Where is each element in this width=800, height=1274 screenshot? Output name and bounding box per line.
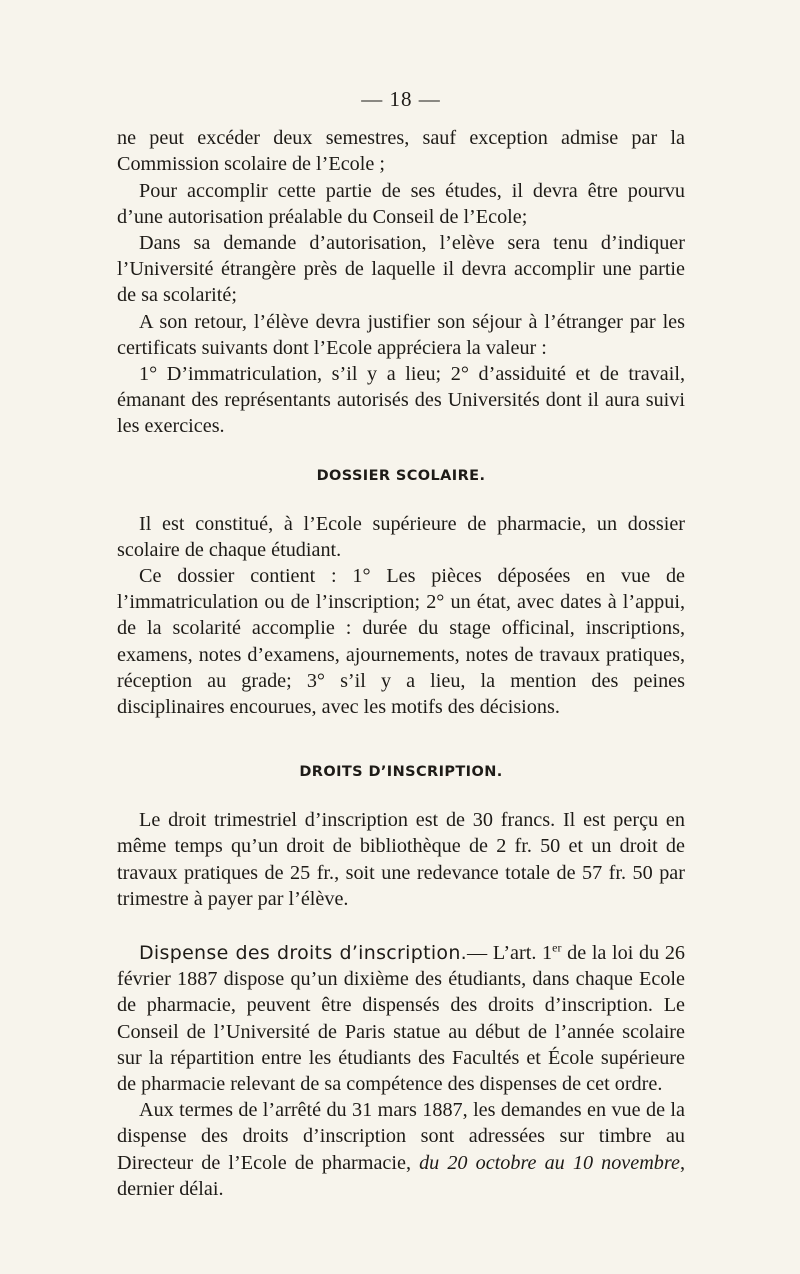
paragraph-request: Dans sa demande d’autorisation, l’elève sera tenu d’indiquer l’Université étrangère près de laquelle il devra accomplir une partie de sa scolarité; <box>117 231 685 307</box>
paragraph-dispense <box>117 940 685 1097</box>
paragraph-return: A son retour, l’élève devra justifier son séjour à l’étranger par les certificats suivants dont l’Ecole appréciera la valeur : <box>117 310 685 359</box>
dispense-art-number: 1 <box>542 941 553 964</box>
paragraph-certificates: 1° D’immatriculation, s’il y a lieu; 2° d’assiduité et de travail, émanant des représentants autorisés des Universités dont il aura suivi les exercices. <box>117 362 685 438</box>
arrete-date-range: du 20 octobre au 10 novembre <box>419 1151 680 1174</box>
page-number: — 18 — <box>361 87 441 111</box>
paragraph-droits: Le droit trimestriel d’inscription est de 30 francs. Il est perçu en même temps qu’un droit de bibliothèque de 2 fr. 50 et un droit de travaux pratiques de 25 fr., soit une redevance totale de 57 fr. 50 par trimestre à payer par l’élève. <box>117 809 685 910</box>
page <box>117 88 685 1202</box>
dispense-runin-heading: Dispense des droits d’inscription. <box>139 941 468 964</box>
paragraph-continuation: ne peut excéder deux semestres, sauf exception admise par la Commission scolaire de l’Ecole ; <box>117 127 685 176</box>
paragraph-arrete <box>117 1097 685 1202</box>
arrete-text-start: Aux termes de l’arrêté du 31 mars 1887, les demandes en vue de la dispense des droits d’inscription sont adressées sur timbre au Directeur de l’Ecole de pharmacie, <box>117 1099 685 1174</box>
section-title-dossier: DOSSIER SCOLAIRE. <box>316 467 486 484</box>
paragraph-dossier-constitution: Il est constitué, à l’Ecole supérieure de pharmacie, un dossier scolaire de chaque étudiant. <box>117 512 685 561</box>
dispense-text: de la loi du 26 février 1887 dispose qu’un dixième des étudiants, dans chaque Ecole de pharmacie, peuvent être dispensés des droits d’inscription. Le Conseil de l’Université de Paris statue au début de l’année scolaire sur la répartition entre les étudiants des Facultés et École supérieure de pharmacie relevant de sa compétence des dispenses de cet ordre. <box>117 941 686 1095</box>
dispense-art-sup: er <box>552 940 562 955</box>
paragraph-authorization: Pour accomplir cette partie de ses études, il devra être pourvu d’une autorisation préalable du Conseil de l’Ecole; <box>117 179 685 228</box>
paragraph-dossier-contents: Ce dossier contient : 1° Les pièces déposées en vue de l’immatriculation ou de l’inscription; 2° un état, avec dates à l’appui, de la scolarité accomplie : durée du stage officinal, inscriptions, examens, notes d’examens, ajournements, notes de travaux pratiques, réception au grade; 3° s’il y a lieu, la mention des peines disciplinaires encourues, avec les motifs des décisions. <box>117 564 685 718</box>
section-title-droits: DROITS D’INSCRIPTION. <box>299 764 503 781</box>
dispense-dash: — L’art. <box>467 941 543 964</box>
arrete-text-end: , dernier délai. <box>117 1151 685 1200</box>
